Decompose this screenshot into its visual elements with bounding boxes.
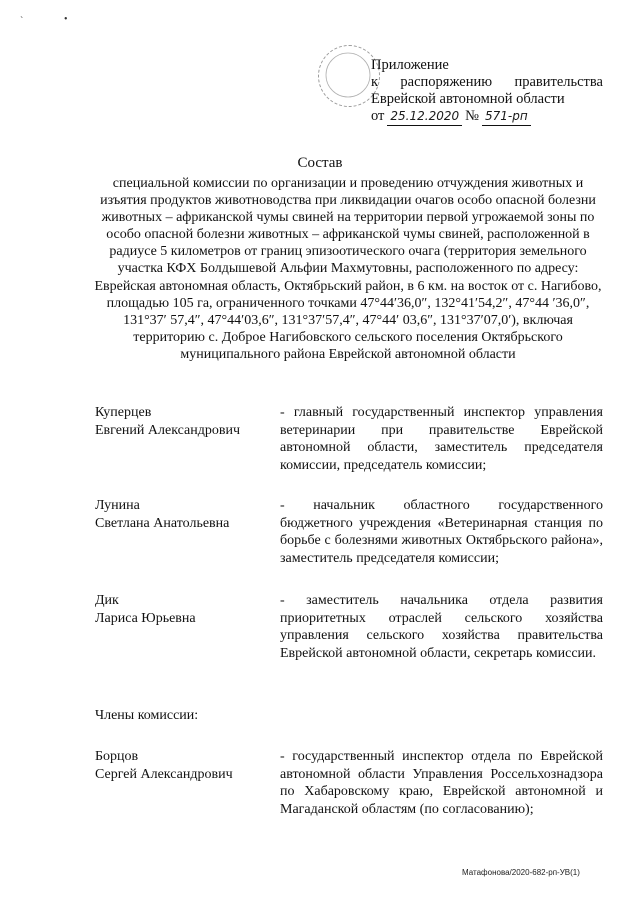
number-value: 571-рп: [482, 108, 531, 126]
scan-mark: •: [64, 14, 68, 25]
member-surname: Борцов: [95, 749, 139, 764]
member-role: - заместитель начальника отдела развития приоритетных отраслей сельского хозяйства управления сельского хозяйства правительства Еврейской автономной области, секретарь комиссии.: [280, 593, 603, 661]
member-role: - государственный инспектор отдела по Еврейской автономной области Управления Россельхознадзора по Хабаровскому краю, Еврейской автономной и Магаданской областям (по согласованию);: [280, 749, 603, 817]
appendix-heading: Приложение: [371, 57, 449, 73]
members-label: Члены комиссии:: [95, 708, 199, 723]
member-role: - главный государственный инспектор управления ветеринарии при правительстве Еврейской автономной области, заместитель председателя комиссии, председатель комиссии;: [280, 405, 603, 473]
member-name: [95, 497, 275, 532]
appendix-block: [371, 57, 603, 126]
member-surname: Дик: [95, 593, 119, 608]
number-prefix: №: [465, 108, 479, 124]
document-subtitle: специальной комиссии по организации и проведению отчуждения животных и изъятия продуктов животноводства при ликвидации очагов особо опасной болезни животных – африканской чумы свиней на территории первой угрожаемой зоны по особо опасной болезни животных – африканской чумы свиней, расположенной в радиусе 5 километров от границ эпизоотического очага (территория земельного участка КФХ Болдышевой Альфии Махмутовны, расположенного по адресу: Еврейская автономная область, Октябрьский район, в 6 км. на восток от с. Нагибово, площадью 105 га, ограниченного точками 47°44′36,0″, 132°41′54,2″, 47°44 ′36,0″, 131°37′ 57,4″, 47°44′03,6″, 131°37′57,4″, 47°44′ 03,6″, 131°37′07,0′), включая территорию с. Доброе Нагибовского сельского поселения Октябрьского муниципального района Еврейской автономной области: [94, 176, 602, 362]
appendix-word: распоряжению: [400, 74, 493, 90]
appendix-word: правительства: [514, 74, 603, 90]
appendix-reference: [371, 108, 603, 126]
member-surname: Лунина: [95, 498, 140, 513]
member-given-name: Евгений Александрович: [95, 422, 241, 438]
member-given-name: Лариса Юрьевна: [95, 610, 196, 626]
date-value: 25.12.2020: [387, 108, 462, 126]
date-prefix: от: [371, 108, 385, 124]
appendix-order-line: [371, 74, 603, 91]
appendix-word: к: [371, 74, 379, 90]
member-given-name: Светлана Анатольевна: [95, 515, 230, 531]
member-given-name: Сергей Александрович: [95, 766, 233, 782]
member-name: [95, 592, 275, 627]
member-name: [95, 748, 275, 783]
member-name: [95, 404, 275, 439]
member-role: - начальник областного государственного бюджетного учреждения «Ветеринарная станция по борьбе с болезнями животных Октябрьского района», заместитель председателя комиссии;: [280, 498, 603, 566]
scan-mark: `: [20, 16, 24, 27]
appendix-region: Еврейской автономной области: [371, 91, 565, 107]
document-title: Состав: [297, 155, 343, 171]
document-code: Матафонова/2020-682-рп-УВ(1): [462, 868, 580, 877]
member-surname: Куперцев: [95, 405, 152, 420]
